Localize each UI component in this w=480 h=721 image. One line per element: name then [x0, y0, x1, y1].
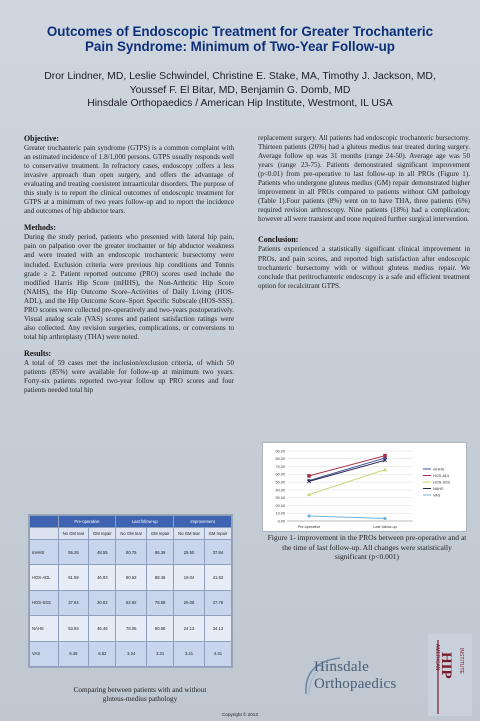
series-line: [309, 460, 385, 481]
table-cell: 3.24: [116, 641, 147, 666]
series-line: [309, 516, 385, 518]
table-group-header: [30, 516, 59, 528]
table-cell: NAHS: [30, 616, 59, 641]
logo-text-line-1: Hinsdale: [314, 659, 369, 675]
data-point: [307, 514, 310, 517]
table-cell: 80.63: [116, 565, 147, 590]
table-row: [30, 565, 232, 590]
results-heading: Results:: [24, 348, 52, 358]
table-subheader: No GM tear: [58, 528, 89, 540]
title-line-2: Pain Syndrome: Minimum of Two-Year Follow-up: [85, 39, 395, 54]
hip-logo-main-text: HIP: [438, 652, 454, 679]
table-cell: 80.58: [147, 616, 174, 641]
left-column: [24, 134, 234, 395]
table-cell: 41.53: [204, 565, 231, 590]
table-group-header: Improvement: [174, 516, 232, 528]
table-subheader: [30, 528, 59, 540]
copyright: Copyright © 2013: [222, 712, 258, 717]
table-cell: 61.59: [58, 565, 89, 590]
table-cell: 25.08: [174, 590, 205, 615]
table-cell: 3.31: [147, 641, 174, 666]
y-tick-label: 10.00: [275, 511, 285, 516]
table-row: [30, 641, 232, 666]
table-cell: 55.25: [58, 540, 89, 565]
table-cell: HOS-ADL: [30, 565, 59, 590]
results-table: [29, 515, 232, 667]
data-point: [383, 517, 386, 520]
table-cell: 53.93: [58, 616, 89, 641]
x-tick-label: Last follow-up: [373, 525, 397, 529]
pro-chart: [262, 442, 467, 532]
american-hip-institute-logo: [428, 634, 472, 716]
y-tick-label: 40.00: [275, 488, 285, 493]
legend-label: VAS: [433, 493, 441, 498]
hip-logo-top-text: AMERICAN: [434, 644, 440, 671]
table-cell: mHHS: [30, 540, 59, 565]
table-cell: 78.05: [116, 616, 147, 641]
series-line: [309, 458, 385, 481]
methods-heading: Methods:: [24, 223, 56, 233]
table-cell: 47.76: [204, 590, 231, 615]
authors-block: [10, 70, 470, 111]
table-row: [30, 590, 232, 615]
table-cell: 34.13: [204, 616, 231, 641]
pro-chart-svg: [263, 443, 468, 533]
table-cell: 37.84: [204, 540, 231, 565]
table-subheader: No GM tear: [116, 528, 147, 540]
hinsdale-orthopaedics-logo: [300, 654, 418, 698]
y-tick-label: 20.00: [275, 503, 285, 508]
table-caption-line-2: gluteus-medius pathology: [102, 695, 178, 704]
conclusion-text: Patients experienced a statistically significant clinical improvement in PROs, and pain scores, and reported high satisfaction after endoscopic trochanteric bursectomy with or without gluteus medius repair. We conclude that peritrochanteric endoscopy is a safe and efficient treatment option for recalcitrant GTPS.: [258, 245, 470, 290]
table-cell: 6.45: [58, 641, 89, 666]
hip-logo-bottom-text: INSTITUTE: [458, 648, 464, 674]
table-cell: 78.58: [147, 590, 174, 615]
poster-title: [10, 24, 470, 54]
affiliation: Hinsdale Orthopaedics / American Hip Institute, Westmont, IL USA: [87, 98, 393, 109]
legend-label: NAHS: [433, 486, 444, 491]
table-cell: 86.39: [147, 540, 174, 565]
table-group-header-row: [30, 516, 232, 528]
hip-logo-icon: [428, 634, 472, 716]
table-subheader: No GM tear: [174, 528, 205, 540]
authors-line-1: Dror Lindner, MD, Leslie Schwindel, Christine E. Stake, MA, Timothy J. Jackson, MD,: [44, 71, 436, 82]
table-caption-line-1: Comparing between patients with and without: [73, 686, 207, 694]
authors-line-2: Youssef F. El Bitar, MD, Benjamin G. Domb, MD: [129, 84, 351, 96]
methods-text: During the study period, patients who presented with lateral hip pain, pain on palpation over the greater trochanter or hip abductor weakness and were treated with an endoscopic trochanteric bursectomy were included. Exclusion criteria were previous hip conditions and Tonnis grade ≥ 2. Patient reported outcome (PRO) scores used include the modified Harris Hip Score (mHHS), the Non-Arthritic Hip Score (NAHS), the Hip Outcome Score–Activities of Daily Living (HOS-ADL), and the Hip Outcome Score–Sport Specific Subscale (HOS-SSS). PRO scores were collected pre-operatively and two-years postoperatively. Visual analog scale (VAS) scores and patient satisfaction ratings were also collected. Any revision surgeries, complications, or conversions to total hip arthroplasty (THA) were noted.: [24, 233, 234, 341]
y-tick-label: 80.00: [275, 457, 285, 462]
objective-text: Greater trochanteric pain syndrome (GTPS) is a common complaint with an estimated incidence of 1.8/1,000 persons. GTPS usually responds well to conservative treatment. In refractory cases, endoscopy ;offers a less invasive approach than open surgery, and offers the advantage of evaluating and treating coexistent intraarticular disorders. The purpose of this study is to report the clinical outcomes of endoscopic treatment for GTPS at a minimum of two years follow-up and to report the incidence and outcomes of hip abductor tears.: [24, 144, 234, 216]
chart-caption: Figure 1- improvement in the PROs between pre-operative and at the time of last follow-up. All changes were statistically significant (p<0.001): [267, 533, 467, 562]
table-group-header: Pre-operative: [58, 516, 116, 528]
legend-label: HOS-ADL: [433, 473, 450, 478]
table-group-header: Last follow-up: [116, 516, 174, 528]
legend-label: mHHS: [433, 467, 445, 472]
table-subheader: GM repair: [147, 528, 174, 540]
table-subheader: GM repair: [204, 528, 231, 540]
objective-heading: Objective:: [24, 134, 60, 143]
table-cell: 88.45: [147, 565, 174, 590]
table-cell: 80.75: [116, 540, 147, 565]
results-text-left: A total of 59 cases met the inclusion/exclusion criteria, of which 50 patients (85%) were available for follow-up at minimum two years. Forty-six patients reported two-year follow up PRO scores and four patients needed total hip: [24, 358, 234, 395]
table-cell: 62.92: [116, 590, 147, 615]
data-point: [307, 474, 311, 478]
y-tick-label: 90.00: [275, 449, 285, 454]
table-cell: 19.04: [174, 565, 205, 590]
table-row: [30, 616, 232, 641]
logo-text-line-2: Orthopaedics: [314, 676, 397, 692]
table-cell: 46.46: [89, 616, 116, 641]
data-point: [383, 454, 387, 458]
table-subheader: GM repair: [89, 528, 116, 540]
conclusion-heading: Conclusion:: [258, 235, 299, 245]
table-cell: 3.21: [174, 641, 205, 666]
table-subheader-row: [30, 528, 232, 540]
y-tick-label: 60.00: [275, 472, 285, 477]
results-text-right: replacement surgery. All patients had endoscopic trochanteric bursectomy. Thirteen patients (26%) had a gluteus medius tear treated during surgery. Average follow up was 31 months (range 24-50). Average age was 50 years (range 23-75). Patients demonstrated significant improvement (p<0.01) from pre-operative to last follow-up in all PROs (Figure 1). Patients who undergone gluteus medius (GM) repair demonstrated higher improvement in all PROs compared to patients without GM pathology (Table 1).Four patients (8%) went on to have THA, three patients (6%) required revision arthroscopy. Nine patients (18%) had a complication; however all were transient and none required further surgical intervention.: [258, 134, 470, 224]
legend-label: HOS-SSS: [433, 480, 451, 485]
x-tick-label: Pre-operative: [297, 525, 321, 529]
table-cell: 37.84: [58, 590, 89, 615]
y-tick-label: 50.00: [275, 480, 285, 485]
table-cell: 46.93: [89, 565, 116, 590]
results-table-container: [28, 514, 233, 668]
table-cell: 30.82: [89, 590, 116, 615]
table-caption: [60, 686, 220, 704]
y-tick-label: 30.00: [275, 496, 285, 501]
y-tick-label: 0.00: [277, 519, 285, 524]
table-cell: 4.31: [204, 641, 231, 666]
table-cell: VAS: [30, 641, 59, 666]
table-cell: 48.55: [89, 540, 116, 565]
table-cell: 25.50: [174, 540, 205, 565]
table-cell: HOS-SSS: [30, 590, 59, 615]
data-point: [383, 468, 387, 472]
right-column: [258, 134, 470, 291]
table-cell: 24.13: [174, 616, 205, 641]
title-line-1: Outcomes of Endoscopic Treatment for Greater Trochanteric: [46, 24, 434, 39]
table-row: [30, 540, 232, 565]
table-cell: 6.62: [89, 641, 116, 666]
y-tick-label: 70.00: [275, 464, 285, 469]
